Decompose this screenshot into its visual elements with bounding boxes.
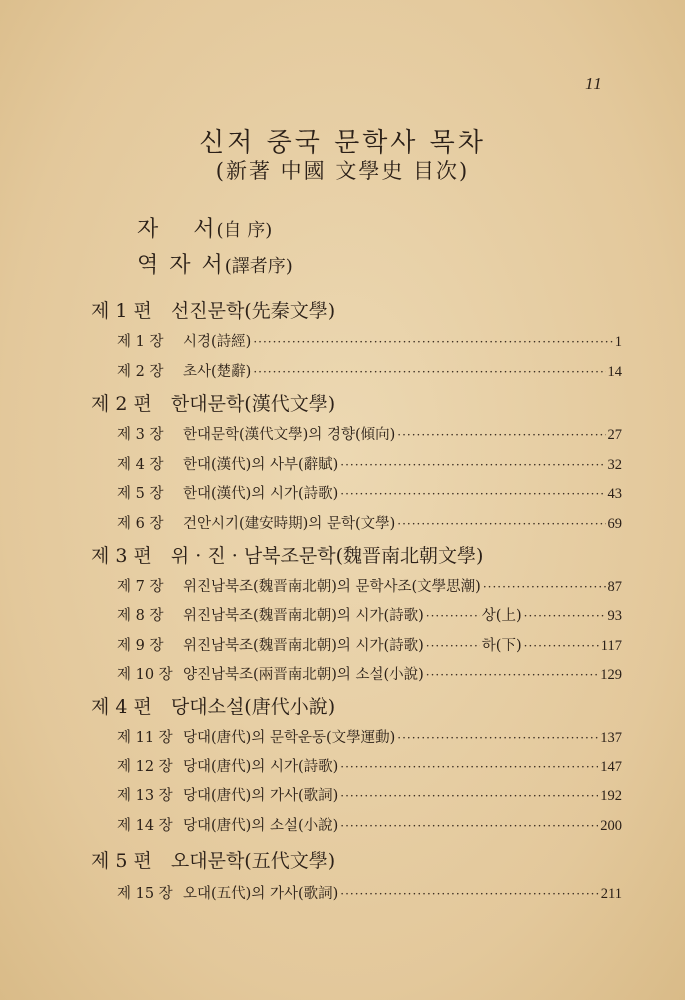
chapter-row [117,814,622,835]
chapter-title: 한대문학(漢代文學)의 경향(傾向) [183,427,396,443]
preface-label: 자 서 [137,217,217,242]
leader-dots [524,639,599,653]
chapter-number: 제 8 장 [117,608,164,624]
chapter-row [117,882,622,903]
leader-dots [253,335,612,349]
chapter-title: 건안시기(建安時期)의 문학(文學) [183,516,396,532]
preface-hanja: (譯者序) [224,256,293,277]
chapter-title: 양진남북조(兩晋南北朝)의 소설(小說) [183,667,424,683]
chapter-title: 한대(漢代)의 사부(辭賦) [183,457,339,473]
leader-dots [340,760,598,774]
leader-dots [340,789,598,803]
leader-dots [253,365,605,379]
chapter-page: 43 [607,486,622,502]
chapter-page: 129 [600,667,622,683]
preface-label: 역 자 서 [137,253,225,278]
part-heading: 제 1 편 선진문학(先秦文學) [91,300,336,322]
chapter-title: 시경(詩經) [183,334,252,350]
chapter-page: 69 [607,516,622,532]
leader-dots [397,731,598,745]
chapter-number: 제 9 장 [117,638,164,654]
chapter-title: 위진남북조(魏晋南北朝)의 시가(詩歌) [183,638,424,654]
chapter-number: 제 14 장 [117,818,173,834]
chapter-row [117,575,622,596]
chapter-row [117,360,622,381]
chapter-title: 당대(唐代)의 가사(歌詞) [183,788,339,804]
leader-dots [340,887,599,901]
chapter-page: 27 [607,427,622,443]
part-heading: 제 3 편 위 · 진 · 남북조문학(魏晋南北朝文學) [91,545,484,567]
chapter-row [117,512,622,533]
chapter-number: 제 1 장 [117,334,164,350]
chapter-row [117,604,622,625]
chapter-page: 14 [607,364,622,380]
leader-dots [483,580,606,594]
preface-hanja: (自 序) [216,220,273,241]
chapter-number: 제 6 장 [117,516,164,532]
chapter-volume: 상(上) [481,608,522,624]
chapter-row [117,663,622,684]
page-number: 11 [585,74,603,93]
chapter-number: 제 11 장 [117,730,173,746]
chapter-page: 32 [607,457,622,473]
leader-dots [340,458,605,472]
chapter-number: 제 3 장 [117,427,164,443]
chapter-row [117,453,622,474]
leader-dots [426,668,598,682]
part-heading: 제 4 편 당대소설(唐代小說) [91,696,336,718]
chapter-number: 제 12 장 [117,759,173,775]
chapter-number: 제 13 장 [117,788,173,804]
chapter-number: 제 5 장 [117,486,164,502]
chapter-title: 초사(楚辭) [183,364,252,380]
leader-dots [340,819,598,833]
chapter-title: 당대(唐代)의 소설(小說) [183,818,339,834]
chapter-row [117,330,622,351]
chapter-row [117,634,622,655]
chapter-row [117,423,622,444]
leader-dots [397,517,605,531]
chapter-title: 위진남북조(魏晋南北朝)의 시가(詩歌) [183,608,424,624]
chapter-page: 137 [600,730,622,746]
leader-dots [524,609,606,623]
chapter-volume: 하(下) [481,638,522,654]
chapter-title: 당대(唐代)의 시가(詩歌) [183,759,339,775]
chapter-page: 211 [600,886,622,902]
chapter-page: 87 [607,579,622,595]
chapter-row [117,726,622,747]
leader-dots [426,609,480,623]
chapter-title: 당대(唐代)의 문학운동(文學運動) [183,730,396,746]
leader-dots [397,428,605,442]
chapter-page: 1 [614,334,622,350]
chapter-page: 200 [600,818,622,834]
chapter-title: 위진남북조(魏晋南北朝)의 문학사조(文學思潮) [183,579,481,595]
page-subtitle: (新著 中國 文學史 目次) [215,159,470,183]
chapter-number: 제 7 장 [117,579,164,595]
leader-dots [340,487,605,501]
chapter-row [117,482,622,503]
chapter-title: 오대(五代)의 가사(歌詞) [183,886,339,902]
chapter-row [117,755,622,776]
chapter-page: 192 [600,788,622,804]
part-heading: 제 2 편 한대문학(漢代文學) [91,393,336,415]
chapter-number: 제 2 장 [117,364,164,380]
chapter-page: 147 [600,759,622,775]
leader-dots [426,639,480,653]
page-title: 신저 중국 문학사 목차 [199,128,486,158]
part-heading: 제 5 편 오대문학(五代文學) [91,850,336,872]
chapter-number: 제 4 장 [117,457,164,473]
chapter-title: 한대(漢代)의 시가(詩歌) [183,486,339,502]
chapter-page: 93 [607,608,622,624]
chapter-number: 제 10 장 [117,667,173,683]
chapter-number: 제 15 장 [117,886,173,902]
preface-author [137,212,272,243]
chapter-page: 117 [600,638,622,654]
chapter-row [117,784,622,805]
preface-translator [137,248,293,279]
